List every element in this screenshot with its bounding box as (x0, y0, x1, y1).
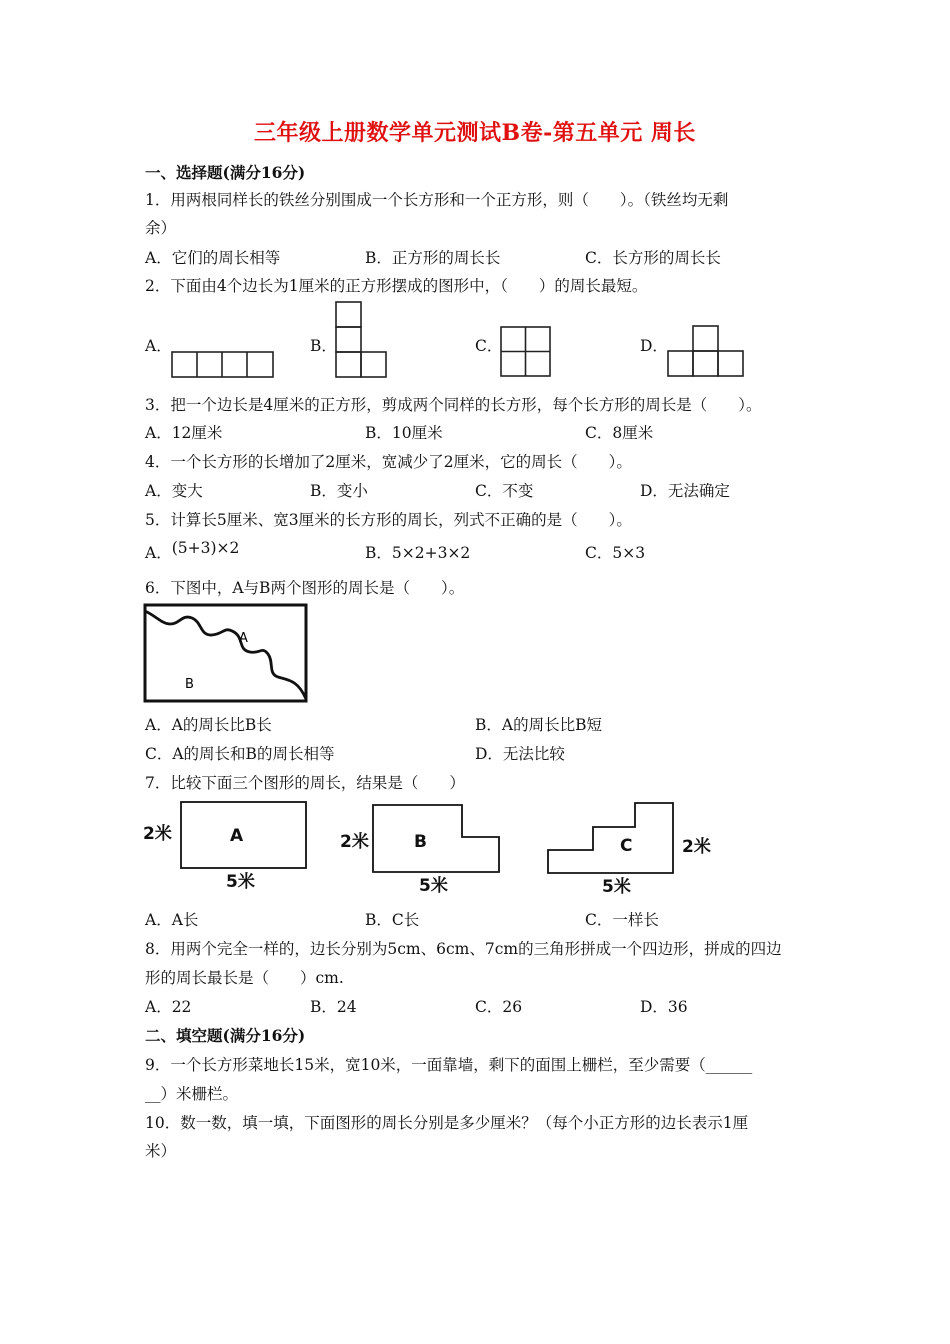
question-5-text: 5．计算长5厘米、宽3厘米的长方形的周长，列式不正确的是（ ）。 (145, 511, 632, 529)
q5-option-b-label: B． (365, 544, 392, 562)
question-6-text: 6．下图中，A与B两个图形的周长是（ ）。 (145, 579, 465, 597)
q2-option-d: D． (640, 337, 668, 355)
q4-option-a: A．变大 (145, 482, 203, 500)
q7-figures (140, 795, 720, 897)
q7-label-a: A (230, 826, 244, 846)
q8-option-c: C．26 (475, 998, 523, 1016)
q2-figure-c (499, 325, 553, 378)
q5-option-b (365, 541, 470, 563)
question-1-text-cont: 余） (145, 219, 177, 237)
q5-option-a (145, 541, 239, 563)
q5-option-c-label: C． (585, 544, 613, 562)
question-9-text: 9．一个长方形菜地长15米，宽10米，一面靠墙，剩下的面围上栅栏，至少需要（______ (145, 1056, 753, 1074)
q1-option-b: B．正方形的周长长 (365, 249, 501, 267)
q2-figure-b (333, 300, 389, 380)
wavy-divider-line (145, 611, 306, 699)
q3-option-a: A．12厘米 (145, 424, 223, 442)
q6-figure (142, 602, 310, 704)
q1-option-a: A．它们的周长相等 (145, 249, 281, 267)
q7-shape-c (548, 803, 673, 873)
section-heading-fill: 二、填空题(满分16分) (145, 1026, 306, 1045)
page-title: 三年级上册数学单元测试B卷-第五单元 周长 (254, 120, 696, 146)
q4-option-c: C．不变 (475, 482, 534, 500)
q5-option-c (585, 541, 645, 563)
q6-label-a: A (239, 631, 248, 646)
q5-option-c-expr: 5×3 (612, 544, 646, 562)
q2-figure-d (665, 324, 747, 379)
q6-option-a: A．A的周长比B长 (145, 716, 272, 734)
q6-label-b: B (185, 677, 194, 692)
question-10-text: 10．数一数，填一填，下面图形的周长分别是多少厘米？（每个小正方形的边长表示1厘 (145, 1114, 749, 1132)
q8-option-b: B．24 (310, 998, 357, 1016)
q2-option-a: A． (145, 337, 172, 355)
q5-option-b-expr: 5×2+3×2 (391, 544, 471, 562)
section-heading-choice: 一、选择题(满分16分) (145, 163, 306, 182)
q7-fig2-width: 5米 (419, 876, 448, 896)
q3-option-b: B．10厘米 (365, 424, 443, 442)
q7-rect-a (181, 802, 306, 868)
question-4-text: 4．一个长方形的长增加了2厘米，宽减少了2厘米，它的周长（ ）。 (145, 453, 632, 471)
question-9-text-cont: __）米栅栏。 (145, 1085, 239, 1103)
q8-option-d: D．36 (640, 998, 688, 1016)
q6-option-c: C．A的周长和B的周长相等 (145, 745, 335, 763)
q7-fig3-width: 5米 (602, 877, 631, 897)
question-10-text-cont: 米） (145, 1142, 177, 1160)
question-8-text: 8．用两个完全一样的，边长分别为5cm、6cm、7cm的三角形拼成一个四边形，拼成的四边 (145, 940, 782, 958)
q7-fig1-height: 2米 (143, 824, 172, 844)
q4-option-d: D．无法确定 (640, 482, 730, 500)
q3-option-c: C．8厘米 (585, 424, 654, 442)
q6-option-b: B．A的周长比B短 (475, 716, 602, 734)
q7-shape-b (373, 805, 499, 872)
q7-label-c: C (620, 836, 633, 856)
q5-option-a-label: A． (145, 544, 172, 562)
q2-option-b: B． (310, 337, 337, 355)
question-3-text: 3．把一个边长是4厘米的正方形，剪成两个同样的长方形，每个长方形的周长是（ ）。 (145, 396, 762, 414)
question-1-text: 1．用两根同样长的铁丝分别围成一个长方形和一个正方形，则（ ）。（铁丝均无剩 (145, 191, 729, 209)
q2-figure-a (170, 350, 276, 379)
q1-option-c: C．长方形的周长长 (585, 249, 721, 267)
question-2-text: 2．下面由4个边长为1厘米的正方形摆成的图形中，（ ）的周长最短。 (145, 277, 648, 295)
q6-option-d: D．无法比较 (475, 745, 565, 763)
q8-option-a: A．22 (145, 998, 192, 1016)
question-8-text-cont: 形的周长最长是（ ）cm. (145, 969, 344, 987)
q7-label-b: B (414, 832, 427, 852)
question-7-text: 7．比较下面三个图形的周长，结果是（ ） (145, 774, 465, 792)
q7-option-c: C．一样长 (585, 911, 659, 929)
q5-option-a-expr: (5+3)×2 (171, 539, 240, 557)
q7-option-b: B．C长 (365, 911, 420, 929)
q7-fig2-height: 2米 (340, 832, 369, 852)
q7-option-a: A．A长 (145, 911, 199, 929)
q4-option-b: B．变小 (310, 482, 368, 500)
q2-option-c: C． (475, 337, 503, 355)
q7-fig3-height: 2米 (682, 837, 711, 857)
q7-fig1-width: 5米 (226, 872, 255, 892)
